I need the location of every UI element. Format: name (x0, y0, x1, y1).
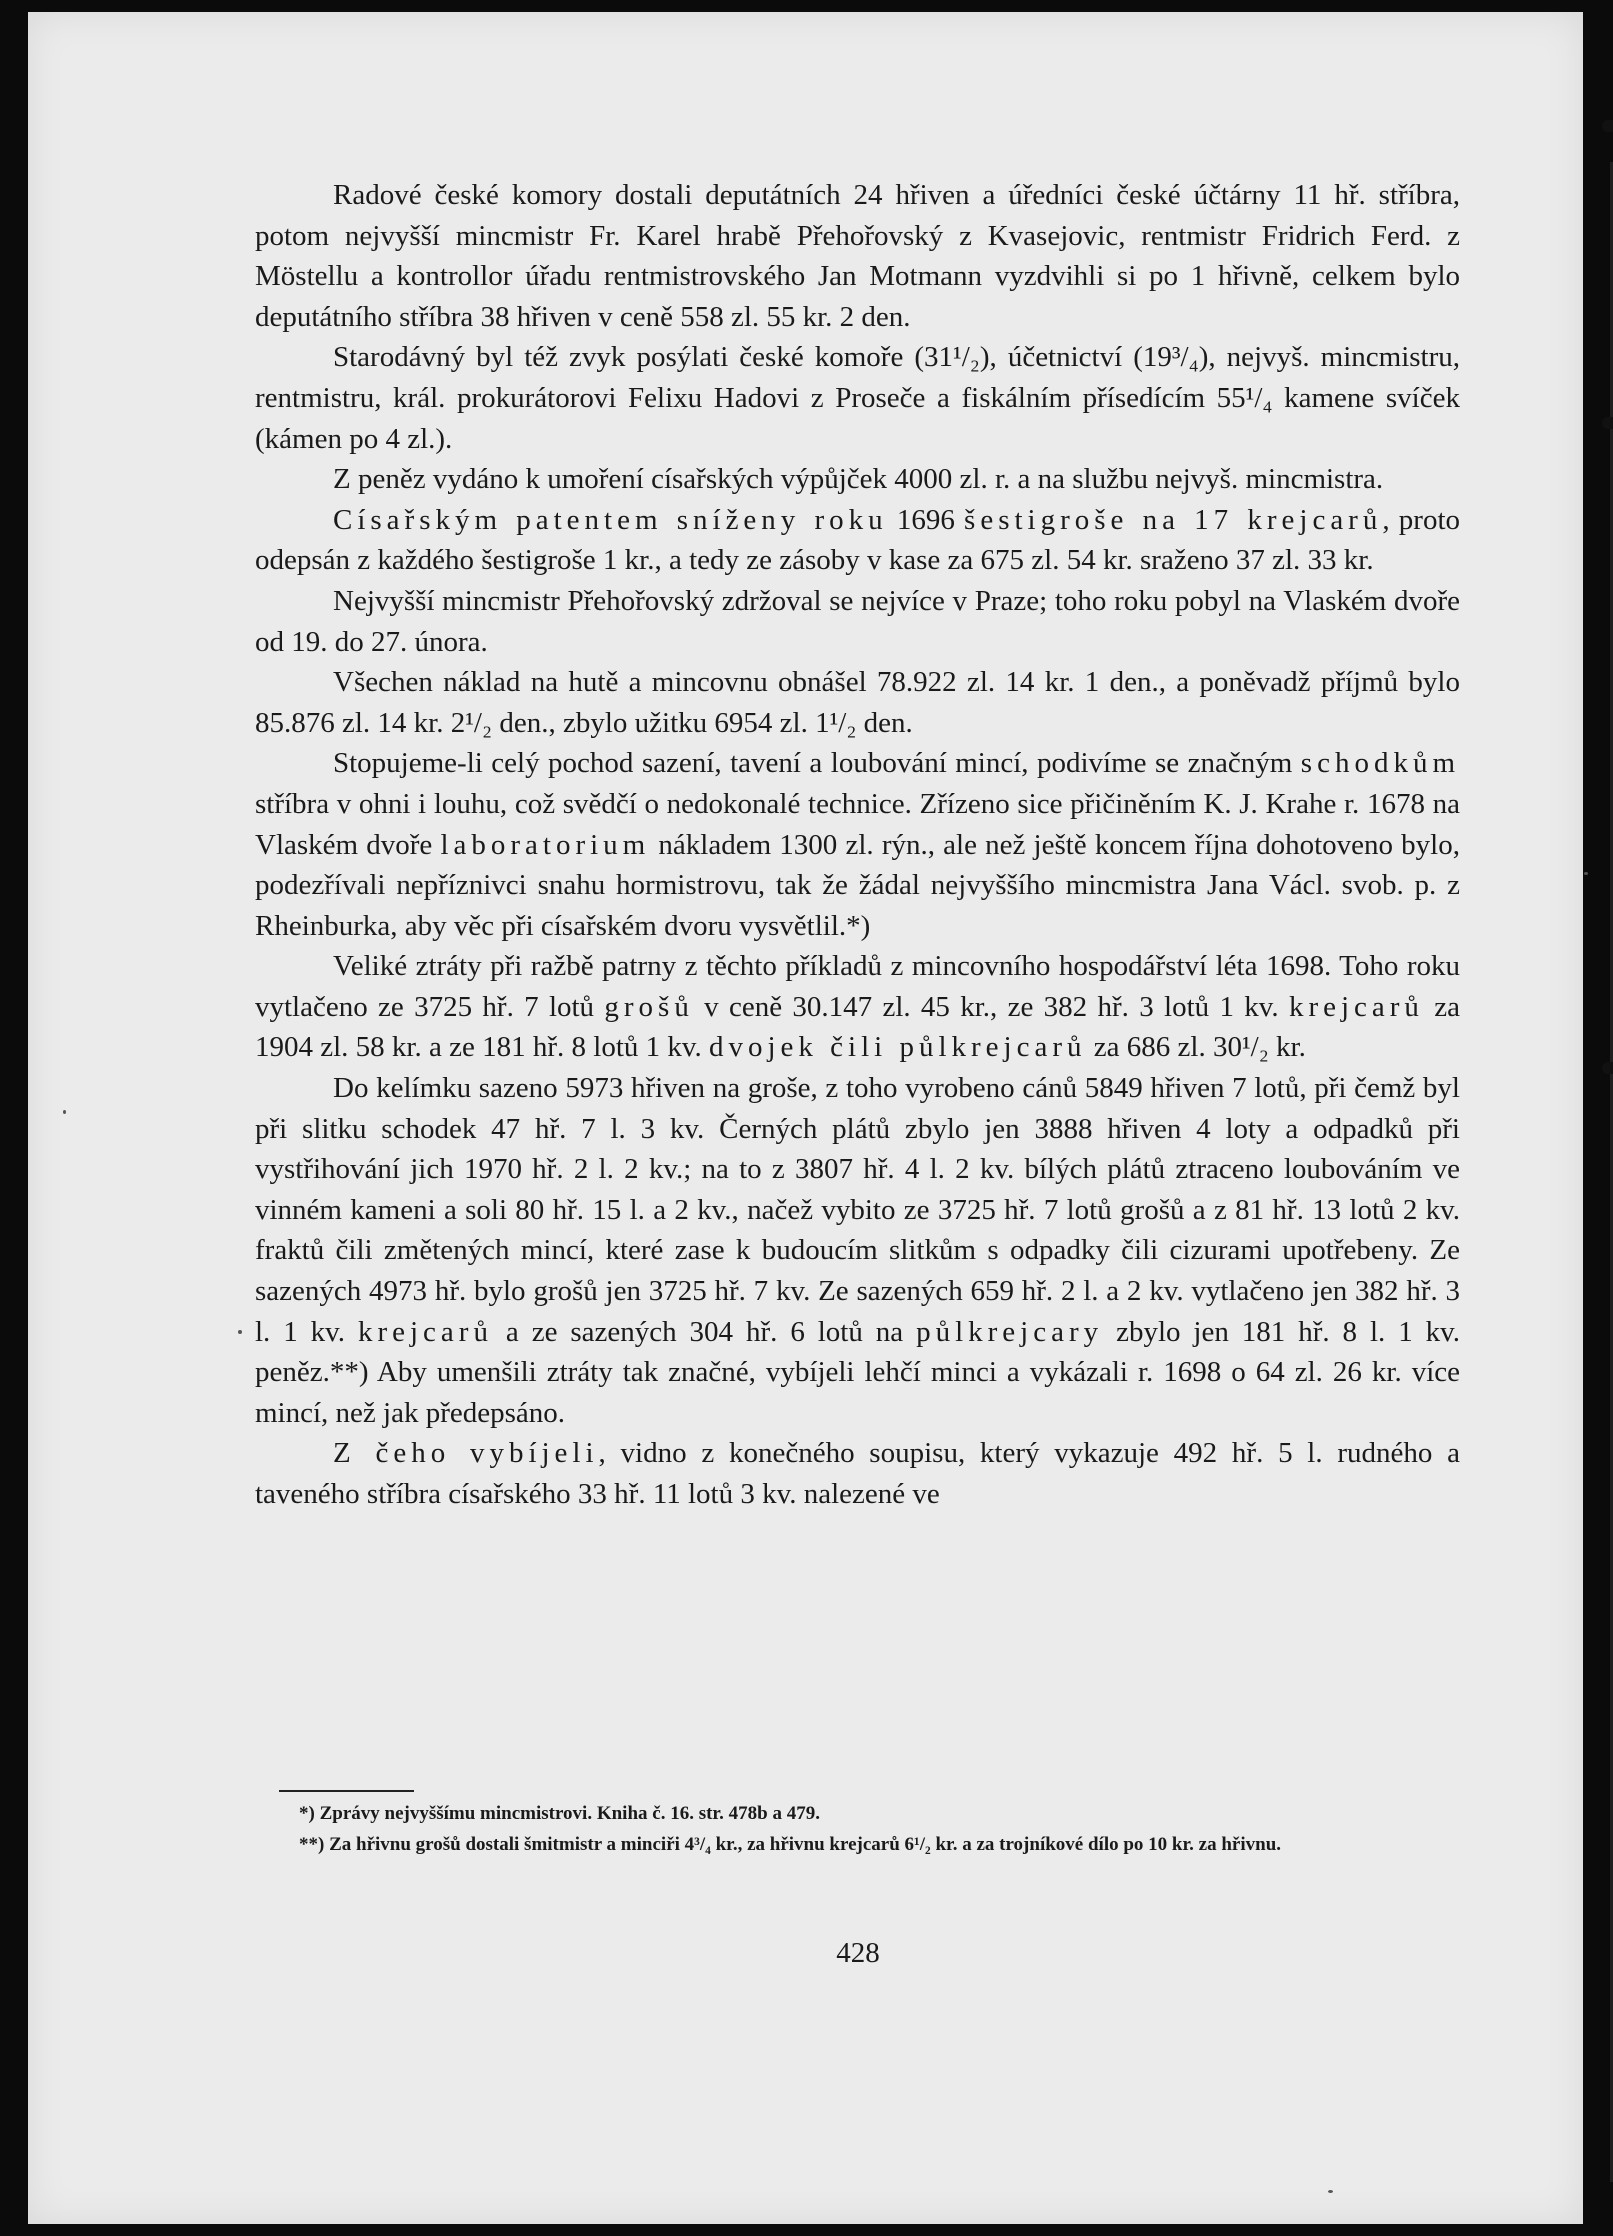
paragraph (255, 175, 1460, 337)
paragraph (255, 581, 1460, 662)
text-run: Veliké ztráty při ražbě patrny z těchto příkladů z mincovního hospodářství léta 1698. Toho roku vytlačeno ze 3725 hř. 7 lotů (255, 950, 1460, 1023)
book-page (28, 12, 1583, 2224)
spaced-emphasis: půlkrejcary (916, 1315, 1104, 1348)
paragraph (255, 337, 1460, 459)
text-run: za 686 zl. 30¹/₂ kr. (1086, 1031, 1306, 1064)
spaced-emphasis: laboratorium (440, 828, 651, 861)
paragraph (255, 1433, 1460, 1514)
text-run: , vidno z konečného soupisu, který vykazuje 492 hř. 5 l. rudného a taveného stříbra císařského 33 hř. 11 lotů 3 kv. nalezené ve (255, 1437, 1460, 1510)
speck (1584, 872, 1588, 875)
speck (238, 1330, 242, 1334)
paragraph (255, 743, 1460, 946)
text-run: nákladem 1300 zl. rýn., ale než ještě koncem října dohotoveno bylo, podezřívali nepříznivci snahu hormistrovu, tak že žádal nejvyššího mincmistra Jana Václ. svob. p. z Rheinburka, aby věc při císařském dvoru vysvětlil.*) (255, 828, 1460, 942)
footnote: *) Zprávy nejvyššímu mincmistrovi. Kniha č. 16. str. 478b a 479. (299, 1803, 820, 1824)
text-run: v ceně 30.147 zl. 45 kr., ze 382 hř. 3 lotů 1 kv. (693, 990, 1289, 1023)
text-run: Stopujeme-li celý pochod sazení, tavení a loubování mincí, podivíme se značným (333, 747, 1301, 780)
text-run: Nejvyšší mincmistr Přehořovský zdržoval se nejvíce v Praze; toho roku pobyl na Vlaském dvoře od 19. do 27. února. (255, 584, 1460, 658)
spaced-emphasis: šestigroše na 17 krejcarů (964, 503, 1383, 536)
text-run: zbylo jen 181 hř. 8 l. 1 kv. peněz.**) Aby umenšili ztráty tak značné, vybíjeli lehčí minci a vykázali r. 1698 o 64 zl. 26 kr. více mincí, než jak předepsáno. (255, 1315, 1460, 1429)
speck (63, 1110, 66, 1114)
text-run: 1696 (887, 503, 965, 536)
paragraph (255, 662, 1460, 743)
footnote-rule (279, 1790, 414, 1792)
spaced-emphasis: krejcarů (357, 1315, 493, 1348)
spaced-emphasis: krejcarů (1288, 990, 1424, 1023)
footnotes (255, 1798, 1460, 1860)
binding-pin-icon (1602, 417, 1613, 429)
paragraph (255, 500, 1460, 581)
spaced-emphasis: Císařským patentem sníženy roku (333, 503, 888, 536)
binding-pin-icon (1602, 1062, 1613, 1074)
spaced-emphasis: dvojek čili půlkrejcarů (709, 1031, 1087, 1064)
text-run: Všechen náklad na hutě a mincovnu obnášel 78.922 zl. 14 kr. 1 den., a poněvadž příjmů bylo 85.876 zl. 14 kr. 2¹/₂ den., zbylo užitku 6954 zl. 1¹/₂ den. (255, 666, 1460, 739)
text-run: Starodávný byl též zvyk posýlati české komoře (31¹/₂), účetnictví (19³/₄), nejvyš. mincmistru, rentmistru, král. prokurátorovi Felixu Hadovi z Proseče a fiskálním přísedícím 55¹/₄ kamene svíček (kámen po 4 zl.). (255, 341, 1460, 455)
text-run: Do kelímku sazeno 5973 hřiven na groše, z toho vyrobeno cánů 5849 hřiven 7 lotů, při čemž byl při slitku schodek 47 hř. 7 l. 3 kv. Černých plátů zbylo jen 3888 hřiven 4 loty a odpadků při vystřihování jich 1970 hř. 2 l. 2 kv.; na to z 3807 hř. 4 l. 2 kv. bílých plátů ztraceno loubováním ve vinném kameni a soli 80 hř. 15 l. a 2 kv., načež vybito ze 3725 hř. 7 lotů grošů a z 81 hř. 13 lotů 2 kv. fraktů čili změtených mincí, které zase k budoucím slitkům s odpadky čili cizurami upotřebeny. Ze sazených 4973 hř. bylo grošů jen 3725 hř. 7 kv. Ze sazených 659 hř. 2 l. a 2 kv. vytlačeno jen 382 hř. 3 l. 1 kv. (255, 1072, 1460, 1348)
text-run: , proto odepsán z každého šestigroše 1 kr., a tedy ze zásoby v kase za 675 zl. 54 kr. sraženo 37 zl. 33 kr. (255, 503, 1461, 577)
spaced-emphasis: grošů (604, 990, 694, 1023)
footnote: **) Za hřivnu grošů dostali šmitmistr a minciři 4³/₄ kr., za hřivnu krejcarů 6¹/₂ kr. a za trojníkové dílo po 10 kr. za hřivnu. (299, 1834, 1282, 1855)
spaced-emphasis: schodkům (1300, 747, 1460, 780)
text-run: a ze sazených 304 hř. 6 lotů na (492, 1315, 917, 1348)
paragraph (255, 946, 1460, 1068)
body-text (255, 175, 1460, 1515)
text-run: Z peněz vydáno k umoření císařských výpůjček 4000 zl. r. a na službu nejvyš. mincmistra. (333, 463, 1384, 496)
text-run: Radové české komory dostali deputátních 24 hřiven a úředníci české účtárny 11 hř. stříbra, potom nejvyšší mincmistr Fr. Karel hrabě Přehořovský z Kvasejovic, rentmistr Fridrich Ferd. z Möstellu a kontrollor úřadu rentmistrovského Jan Motmann vyzdvihli si po 1 hřivně, celkem bylo deputátního stříbra 38 hřiven v ceně 558 zl. 55 kr. 2 den. (255, 179, 1460, 333)
paragraph (255, 1068, 1460, 1433)
text-run: stříbra v ohni i louhu, což svědčí o nedokonalé technice. Zřízeno sice přičiněním K. J. Krahe r. 1678 na Vlaském dvoře (255, 787, 1460, 861)
text-run: za 1904 zl. 58 kr. a ze 181 hř. 8 lotů 1 kv. (255, 990, 1460, 1064)
speck (1328, 2190, 1333, 2193)
paragraph (255, 459, 1460, 500)
binding-pin-icon (1602, 120, 1613, 132)
page-number: 428 (836, 1937, 880, 1969)
spaced-emphasis: Z čeho vybíjeli (333, 1437, 599, 1470)
